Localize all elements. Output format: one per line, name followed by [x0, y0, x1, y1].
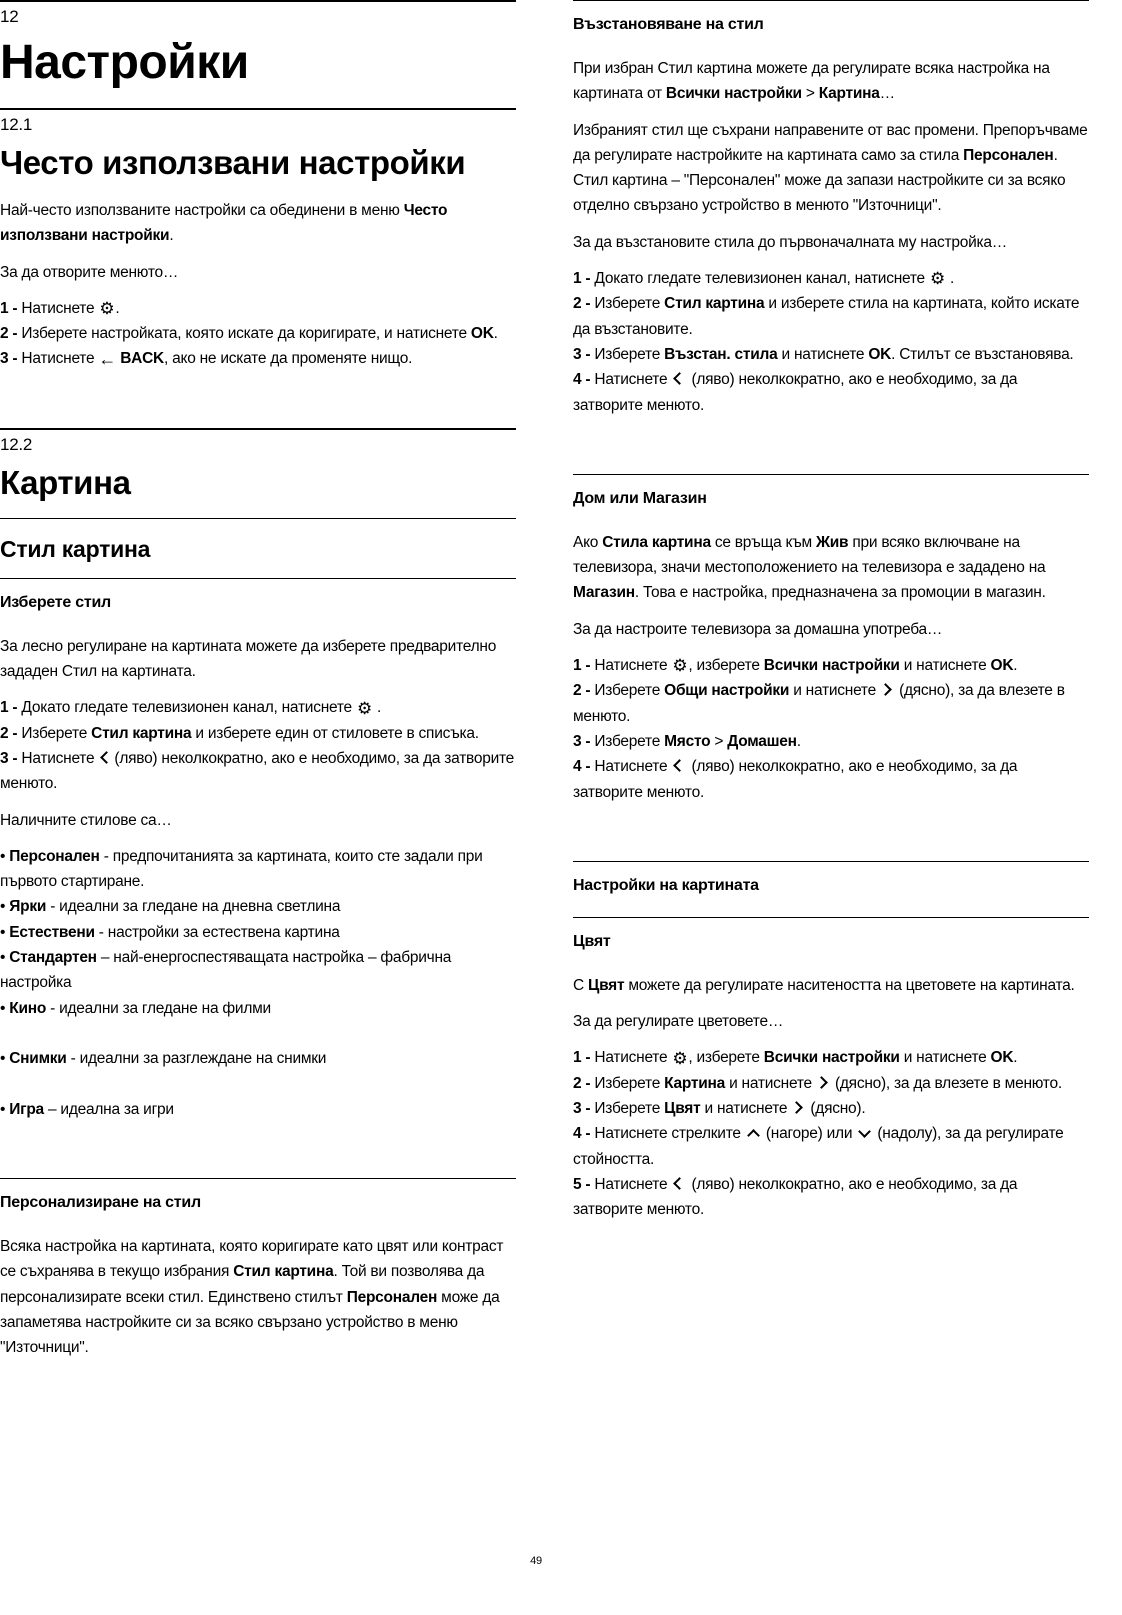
text-run: Изберете	[594, 1100, 665, 1118]
chevron-left-icon	[674, 759, 687, 772]
list-item	[573, 754, 1089, 805]
bold-text: Стила картина	[602, 533, 711, 551]
list-item	[0, 1072, 516, 1097]
section-number: 12.2	[0, 434, 33, 454]
text-run: и изберете един от стиловете в списъка.	[191, 724, 479, 742]
bold-text: OK	[990, 657, 1014, 675]
chapter-title: Настройки	[0, 36, 249, 89]
text-run: •	[0, 1100, 10, 1118]
text-run: •	[0, 1050, 10, 1068]
bold-text: 2 -	[573, 1074, 595, 1092]
bold-text: 3 -	[573, 1100, 595, 1118]
gear-icon: ⚙	[929, 269, 945, 289]
bold-text: 3 -	[0, 749, 22, 767]
bold-text: 2 -	[573, 682, 595, 700]
text-run: •	[0, 923, 10, 941]
divider	[0, 108, 516, 110]
list-item	[573, 266, 1089, 291]
text-run: .	[372, 699, 382, 717]
step-list	[573, 653, 1089, 805]
paragraph	[0, 808, 516, 833]
list-item	[573, 729, 1089, 754]
text-run: Изберете	[21, 724, 92, 742]
list-item	[0, 996, 516, 1021]
bold-text: 4 -	[573, 758, 595, 776]
bold-text: 4 -	[573, 1125, 595, 1143]
bold-text: Домашен	[727, 732, 797, 750]
gear-icon: ⚙	[672, 1048, 688, 1068]
paragraph	[573, 530, 1089, 606]
step-list	[0, 296, 516, 372]
chevron-left-icon	[101, 751, 114, 764]
text-run: (дясно), за да влезете в менюто.	[830, 1074, 1062, 1092]
bold-text: 5 -	[573, 1175, 595, 1193]
bold-text: 2 -	[573, 295, 595, 313]
text-run: Натиснете	[21, 749, 99, 767]
bold-text: OK	[868, 345, 892, 363]
bold-text: Цвят	[664, 1100, 701, 1118]
divider	[0, 518, 516, 519]
text-run: - идеални за разглеждане на снимки	[66, 1050, 327, 1068]
bold-text: Възстан. стила	[664, 345, 778, 363]
text-run: Изберете	[594, 295, 665, 313]
text-run: (нагоре) или	[761, 1125, 857, 1143]
bold-text: Всички настройки	[665, 85, 802, 103]
text-run: Натиснете	[594, 1049, 672, 1067]
paragraph	[0, 198, 516, 249]
bold-text: Снимки	[9, 1050, 67, 1068]
list-item	[0, 1046, 516, 1071]
spacer	[573, 429, 1089, 474]
text-run: Всяка настройка на картината, която коригирате като цвят или контраст се съхранява в текущо избрания	[0, 1238, 504, 1281]
text-run: .	[115, 299, 120, 317]
bold-text: 3 -	[573, 732, 595, 750]
topic-heading: Цвят	[573, 932, 611, 950]
text-run: - предпочитанията за картината, които сте задали при първото стартиране.	[0, 847, 483, 891]
bold-text: 1 -	[573, 270, 595, 288]
text-run: Изберете настройката, която искате да коригирате, и натиснете	[21, 325, 471, 343]
text-run: (ляво) неколкократно, ако е необходимо, за да затворите менюто.	[573, 758, 1018, 801]
text-run: - настройки за естествена картина	[94, 923, 340, 941]
chevron-left-icon	[674, 1177, 687, 1190]
divider	[0, 578, 516, 579]
text-run: . Това е настройка, предназначена за промоции в магазин.	[634, 584, 1046, 602]
right-column	[573, 0, 1089, 1234]
text-run: , изберете	[688, 1049, 764, 1067]
text-run: – идеална за игри	[43, 1100, 174, 1118]
bold-text: Персонален	[963, 146, 1054, 164]
text-run: .	[945, 270, 955, 288]
divider	[573, 0, 1089, 1]
topic-heading: Персонализиране на стил	[0, 1194, 201, 1212]
bold-text: Стил картина	[233, 1263, 334, 1281]
list-item	[0, 920, 516, 945]
chevron-right-icon	[790, 1101, 803, 1114]
text-run: (надолу), за да регулирате стойността.	[573, 1125, 1064, 1168]
text-run: . Стил картина – "Персонален" може да запази настройките си за всяко отделно свързано устройство в менюто "Източници".	[573, 146, 1066, 215]
list-item	[0, 945, 516, 996]
text-run: и натиснете	[899, 657, 991, 675]
list-item	[0, 1021, 516, 1046]
step-list	[0, 695, 516, 796]
text-run: (дясно).	[806, 1100, 866, 1118]
text-run: Натиснете	[594, 657, 672, 675]
list-item	[573, 367, 1089, 418]
paragraph	[573, 973, 1089, 998]
paragraph	[0, 634, 516, 685]
chevron-right-icon	[815, 1076, 828, 1089]
bold-text: 1 -	[0, 299, 22, 317]
bold-text: Кино	[9, 999, 47, 1017]
text-run: >	[710, 732, 728, 750]
gear-icon: ⚙	[672, 656, 688, 676]
text-run: Наличните стилове са…	[0, 811, 172, 829]
list-item	[573, 291, 1089, 342]
spacer	[573, 816, 1089, 861]
paragraph	[573, 56, 1089, 107]
bold-text: Магазин	[573, 584, 635, 602]
step-list	[573, 1045, 1089, 1222]
text-run: Изберете	[594, 1074, 665, 1092]
bold-text: 1 -	[573, 657, 595, 675]
bold-text: Стандартен	[9, 949, 97, 967]
spacer	[0, 383, 516, 428]
text-run: може да запаметява настройките си за всяко свързано устройство в меню "Източници".	[0, 1288, 500, 1357]
topic-heading: Възстановяване на стил	[573, 16, 764, 33]
text-run: и натиснете	[777, 345, 869, 363]
list-item	[573, 342, 1089, 367]
bold-text: Всички настройки	[763, 657, 900, 675]
topic-heading: Настройки на картината	[573, 876, 759, 894]
bold-text: Игра	[9, 1100, 44, 1118]
chevron-right-icon	[879, 683, 892, 696]
text-run: можете да регулирате наситеността на цветовете на картината.	[624, 976, 1075, 994]
text-run: С	[573, 976, 588, 994]
text-run: При избран Стил картина можете да регулирате всяка настройка на картината от	[573, 60, 1050, 103]
text-run: Натиснете	[594, 758, 672, 776]
text-run: – най-енергоспестяващата настройка – фабрична настройка	[0, 949, 452, 992]
paragraph	[0, 1234, 516, 1360]
text-run: (дясно), за да влезете в менюто.	[573, 682, 1065, 725]
divider	[573, 474, 1089, 475]
text-run: За лесно регулиране на картината можете да изберете предварително зададен Стил на картината.	[0, 637, 497, 681]
topic-heading: Изберете стил	[0, 593, 111, 611]
text-run: …	[879, 85, 895, 103]
bold-text: BACK	[120, 350, 164, 368]
bold-text: 2 -	[0, 724, 22, 742]
list-item	[573, 1172, 1089, 1223]
text-run: Изберете	[594, 682, 665, 700]
topic-heading: Дом или Магазин	[573, 489, 707, 507]
section-number: 12.1	[0, 115, 33, 134]
bold-text: Място	[664, 732, 711, 750]
text-run: Натиснете	[594, 371, 672, 389]
bold-text: Персонален	[9, 847, 100, 865]
bold-text: Често използвани настройки	[0, 202, 448, 245]
bold-text: Персонален	[346, 1288, 438, 1306]
list-item	[0, 296, 516, 321]
bold-text: OK	[470, 325, 494, 343]
text-run: Изберете	[594, 732, 665, 750]
text-run: >	[801, 85, 819, 103]
text-run: Натиснете	[21, 350, 99, 368]
bold-text: Естествени	[9, 923, 95, 941]
list-item	[0, 746, 516, 797]
bold-text: Картина	[818, 85, 880, 103]
step-list	[0, 844, 516, 1122]
gear-icon: ⚙	[99, 299, 115, 319]
text-run: Натиснете	[594, 1175, 672, 1193]
text-run: , ако не искате да променяте нищо.	[164, 350, 413, 368]
text-run: .	[493, 325, 498, 343]
gear-icon: ⚙	[356, 698, 372, 718]
section-number: 12	[0, 7, 19, 26]
bold-text: Цвят	[588, 976, 625, 994]
divider	[0, 428, 516, 430]
bold-text: 1 -	[573, 1049, 595, 1067]
text-run: Докато гледате телевизионен канал, натиснете	[21, 699, 356, 717]
text-run: Най-често използваните настройки са обединени в меню	[0, 202, 404, 219]
paragraph	[573, 118, 1089, 219]
list-item	[0, 844, 516, 895]
list-item	[0, 721, 516, 746]
section-title: Картина	[0, 463, 131, 501]
chevron-down-icon	[858, 1125, 871, 1138]
left-column	[0, 0, 516, 1372]
bold-text: 1 -	[0, 699, 22, 717]
text-run: (ляво) неколкократно, ако е необходимо, за да затворите менюто.	[573, 371, 1018, 414]
text-run: - идеални за гледане на филми	[46, 999, 271, 1017]
list-item	[573, 1096, 1089, 1121]
page-number: 49	[530, 1555, 542, 1567]
text-run: . Стилът се възстановява.	[891, 345, 1074, 363]
text-run: .	[1013, 657, 1018, 675]
text-run: и натиснете	[725, 1074, 816, 1092]
text-run: Избраният стил ще съхрани направените от вас промени. Препоръчваме да регулирате настройките на картината само за стила	[573, 121, 1088, 164]
chevron-left-icon	[674, 372, 687, 385]
text-run: и изберете стила на картината, който искате да възстановите.	[573, 295, 1080, 338]
back-arrow-icon: ←	[98, 349, 117, 370]
text-run: и натиснете	[899, 1049, 991, 1067]
bold-text: Жив	[815, 533, 849, 551]
bold-text: 3 -	[0, 350, 22, 368]
divider	[573, 861, 1089, 862]
bold-text: Ярки	[9, 898, 47, 916]
text-run: За да възстановите стила до първоначалната му настройка…	[573, 233, 1007, 251]
text-run: - идеални за гледане на дневна светлина	[46, 898, 341, 916]
bold-text: Стил картина	[91, 724, 192, 742]
text-run: се връща към	[710, 533, 816, 551]
list-item	[573, 1121, 1089, 1172]
paragraph	[573, 617, 1089, 642]
list-item	[0, 695, 516, 720]
bold-text: Картина	[664, 1074, 726, 1092]
bold-text: Всички настройки	[763, 1049, 900, 1067]
text-run: Натиснете стрелките	[594, 1125, 745, 1143]
text-run: Ако	[573, 533, 603, 551]
text-run: и натиснете	[700, 1100, 792, 1118]
text-run: . Той ви позволява да персонализирате всеки стил. Единствено стилът	[0, 1263, 485, 1306]
paragraph	[573, 230, 1089, 255]
section-title: Често използвани настройки	[0, 144, 466, 181]
list-item	[573, 678, 1089, 729]
chevron-up-icon	[747, 1129, 760, 1142]
bold-text: 3 -	[573, 345, 595, 363]
bold-text: Стил картина	[664, 295, 765, 313]
list-item	[573, 1071, 1089, 1096]
list-item	[0, 1097, 516, 1122]
text-run: •	[0, 847, 10, 865]
list-item	[0, 321, 516, 346]
list-item	[573, 653, 1089, 678]
step-list	[573, 266, 1089, 418]
text-run: (ляво) неколкократно, ако е необходимо, за да затворите менюто.	[573, 1175, 1018, 1219]
divider	[0, 0, 516, 2]
text-run: , изберете	[688, 657, 764, 675]
spacer	[0, 1133, 516, 1178]
text-run: и натиснете	[789, 682, 881, 700]
text-run: Докато гледате телевизионен канал, натиснете	[594, 270, 929, 288]
bold-text: Общи настройки	[664, 682, 790, 700]
list-item	[0, 346, 516, 371]
text-run: .	[169, 227, 174, 245]
text-run: •	[0, 949, 10, 967]
text-run: За да настроите телевизора за домашна употреба…	[573, 620, 943, 638]
bold-text: OK	[990, 1049, 1014, 1067]
bold-text: 4 -	[573, 371, 595, 389]
text-run: .	[796, 732, 801, 750]
text-run: при всяко включване на телевизора, значи местоположението на телевизора е зададено на	[573, 533, 1046, 577]
paragraph	[0, 260, 516, 285]
bold-text: 2 -	[0, 325, 22, 343]
text-run: За да регулирате цветовете…	[573, 1013, 784, 1031]
text-run: Натиснете	[21, 299, 99, 317]
text-run: Изберете	[594, 345, 665, 363]
divider	[573, 917, 1089, 918]
list-item	[0, 894, 516, 919]
text-run: (ляво) неколкократно, ако е необходимо, за да затворите менюто.	[0, 749, 515, 793]
paragraph	[573, 1009, 1089, 1034]
list-item	[573, 1045, 1089, 1070]
text-run: •	[0, 898, 10, 916]
text-run: •	[0, 999, 10, 1017]
text-run: .	[1013, 1049, 1018, 1067]
text-run: За да отворите менюто…	[0, 263, 179, 281]
divider	[0, 1178, 516, 1179]
subsection-title: Стил картина	[0, 535, 151, 562]
